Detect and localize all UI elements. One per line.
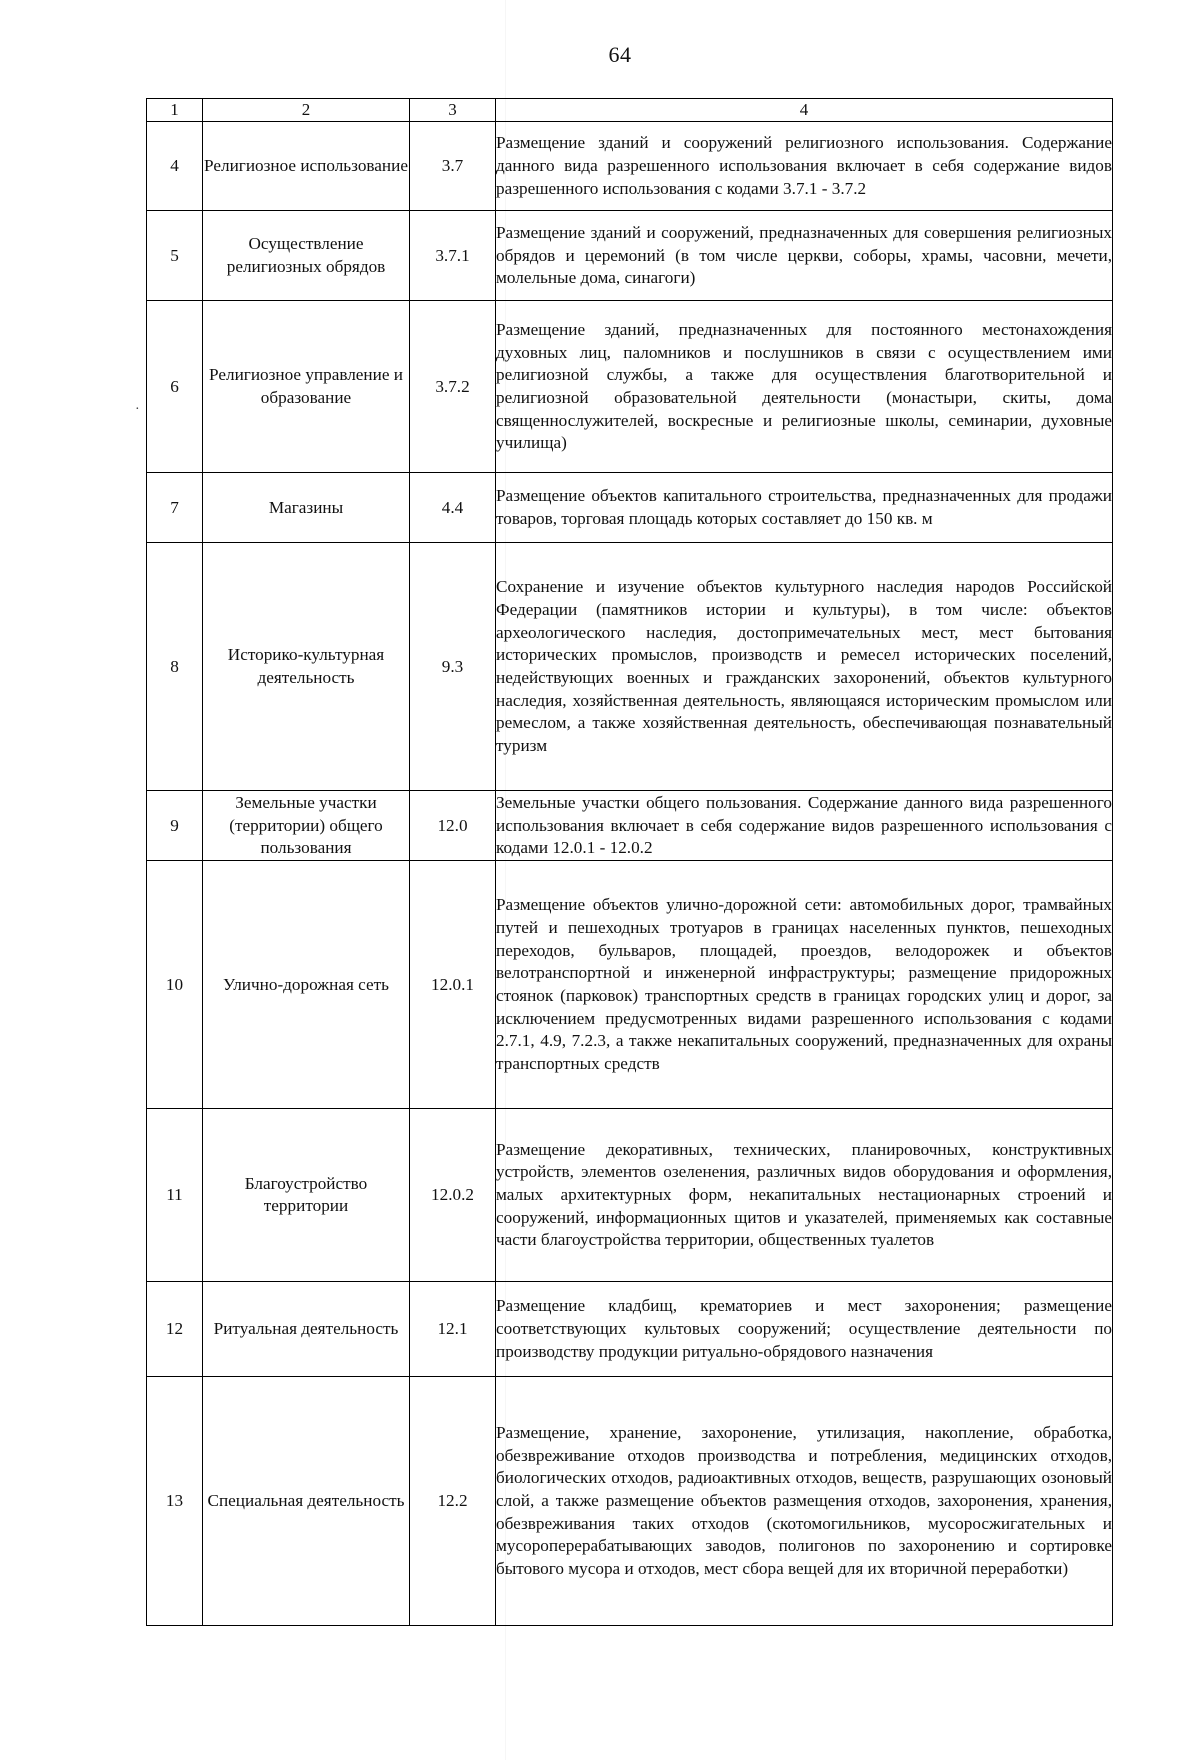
row-use-type: Специальная деятельность (203, 1377, 410, 1626)
row-description (496, 211, 1113, 301)
row-code: 12.2 (410, 1377, 496, 1626)
table-row (147, 122, 1113, 211)
header-col-2: 2 (203, 99, 410, 122)
row-description-text: Размещение кладбищ, крематориев и мест захоронения; размещение соответствующих культовых сооружений; осуществление деятельности по производству продукции ритуально-обрядового назначения (496, 1296, 1112, 1361)
row-description-text: Размещение объектов капитального строительства, предназначенных для продажи товаров, торговая площадь которых составляет до 150 кв. м (496, 486, 1112, 528)
row-number: 4 (147, 122, 203, 211)
row-number: 9 (147, 791, 203, 861)
row-number: 7 (147, 473, 203, 543)
row-description (496, 122, 1113, 211)
row-use-type: Осуществление религиозных обрядов (203, 211, 410, 301)
row-description (496, 861, 1113, 1109)
row-number: 5 (147, 211, 203, 301)
table-row (147, 791, 1113, 861)
row-use-type: Ритуальная деятельность (203, 1282, 410, 1377)
row-use-type: Религиозное использование (203, 122, 410, 211)
land-use-table (146, 98, 1113, 1626)
row-code: 12.0 (410, 791, 496, 861)
table-row (147, 1109, 1113, 1282)
table-row (147, 301, 1113, 473)
row-number: 6 (147, 301, 203, 473)
row-description (496, 1109, 1113, 1282)
row-code: 12.0.2 (410, 1109, 496, 1282)
header-col-1: 1 (147, 99, 203, 122)
table-row (147, 1377, 1113, 1626)
row-code: 12.1 (410, 1282, 496, 1377)
row-description-text: Размещение декоративных, технических, планировочных, конструктивных устройств, элементов озеленения, различных видов оборудования и оформления, малых архитектурных форм, некапитальных нестационарных строений и сооружений, информационных щитов и указателей, применяемых как составные части благоустройства территории, общественных туалетов (496, 1139, 1112, 1250)
table-row (147, 211, 1113, 301)
table-row (147, 861, 1113, 1109)
row-description (496, 473, 1113, 543)
row-description-text: Размещение зданий, предназначенных для постоянного местонахождения духовных лиц, паломников и послушников в связи с осуществлением ими религиозной службы, а также для осуществления благотворительной и религиозной образовательной деятельности (монастыри, скиты, дома священнослужителей, воскресные и религиозные школы, семинарии, духовные училища) (496, 319, 1112, 453)
row-description (496, 301, 1113, 473)
row-description-text: Размещение, хранение, захоронение, утилизация, накопление, обработка, обезвреживание отходов производства и потребления, медицинских отходов, биологических отходов, радиоактивных отходов, веществ, разрушающих озоновый слой, а также размещение объектов размещения отходов, захоронения, хранения, обезвреживания таких отходов (скотомогильников, мусоросжигательных и мусороперерабатывающих заводов, полигонов по захоронению и сортировке бытового мусора и отходов, мест сбора вещей для их вторичной переработки) (496, 1422, 1112, 1579)
row-use-type: Благоустройство территории (203, 1109, 410, 1282)
row-code: 3.7 (410, 122, 496, 211)
row-description-text: Земельные участки общего пользования. Содержание данного вида разрешенного использования включает в себя содержание видов разрешенного использования с кодами 12.0.1 - 12.0.2 (496, 792, 1112, 858)
table-header-row (147, 99, 1113, 122)
row-number: 10 (147, 861, 203, 1109)
row-code: 9.3 (410, 543, 496, 791)
row-code: 12.0.1 (410, 861, 496, 1109)
row-description-text: Размещение зданий и сооружений, предназначенных для совершения религиозных обрядов и церемоний (в том числе церкви, соборы, храмы, часовни, мечети, молельные дома, синагоги) (496, 222, 1112, 288)
row-number: 12 (147, 1282, 203, 1377)
row-description-text: Сохранение и изучение объектов культурного наследия народов Российской Федерации (памятников истории и культуры), в том числе: объектов археологического наследия, достопримечательных мест, мест бытования исторических промыслов, производств и ремесел исторических поселений, недействующих военных и гражданских захоронений, объектов культурного наследия, хозяйственная деятельность, являющаяся историческим промыслом или ремеслом, а также хозяйственная деятельность, обеспечивающая познавательный туризм (496, 577, 1112, 756)
row-number: 13 (147, 1377, 203, 1626)
row-description-text: Размещение зданий и сооружений религиозного использования. Содержание данного вида разрешенного использования включает в себя содержание видов разрешенного использования с кодами 3.7.1 - 3.7.2 (496, 133, 1112, 198)
row-use-type: Историко-культурная деятельность (203, 543, 410, 791)
scan-margin-mark: · (135, 402, 140, 417)
row-use-type: Религиозное управление и образование (203, 301, 410, 473)
row-code: 3.7.1 (410, 211, 496, 301)
row-description (496, 543, 1113, 791)
table-row (147, 1282, 1113, 1377)
page-number: 64 (608, 42, 632, 67)
table-row (147, 543, 1113, 791)
row-use-type: Улично-дорожная сеть (203, 861, 410, 1109)
row-code: 4.4 (410, 473, 496, 543)
row-description (496, 791, 1113, 861)
row-description (496, 1282, 1113, 1377)
row-use-type: Земельные участки (территории) общего пользования (203, 791, 410, 861)
row-description (496, 1377, 1113, 1626)
row-description-text: Размещение объектов улично-дорожной сети: автомобильных дорог, трамвайных путей и пешеходных тротуаров в границах населенных пунктов, пешеходных переходов, бульваров, площадей, проездов, велодорожек и объектов велотранспортной и инженерной инфраструктуры; размещение придорожных стоянок (парковок) транспортных средств в границах городских улиц и дорог, за исключением предусмотренных видами разрешенного использования с кодами 2.7.1, 4.9, 7.2.3, а также некапитальных сооружений, предназначенных для охраны транспортных средств (496, 895, 1112, 1074)
header-col-4: 4 (496, 99, 1113, 122)
row-use-type: Магазины (203, 473, 410, 543)
row-number: 8 (147, 543, 203, 791)
row-code: 3.7.2 (410, 301, 496, 473)
row-number: 11 (147, 1109, 203, 1282)
table-row (147, 473, 1113, 543)
header-col-3: 3 (410, 99, 496, 122)
